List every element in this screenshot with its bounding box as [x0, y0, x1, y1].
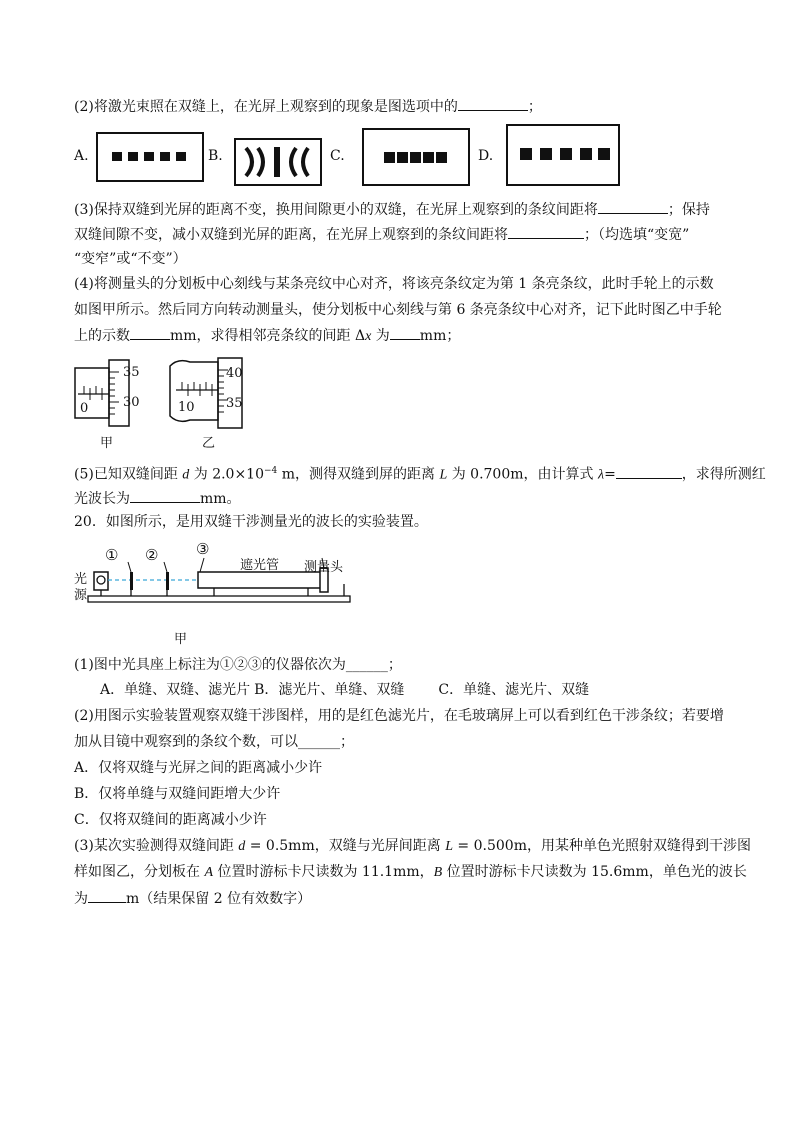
q19-p3-line1: (3)保持双缝到光屏的距离不变，换用间隙更小的双缝，在光屏上观察到的条纹间距将 ；保持	[74, 199, 710, 220]
answer-blank[interactable]	[598, 199, 668, 214]
apparatus-label-2: ②	[145, 546, 159, 564]
q20-p3-line3: 为 m（结果保留 2 位有效数字）	[74, 888, 311, 909]
option-a-pattern[interactable]	[96, 132, 204, 182]
micrometer-yi-caption: 乙	[202, 436, 216, 451]
micrometer-yi-40: 40	[226, 366, 243, 381]
option-b-pattern[interactable]	[234, 138, 322, 186]
micrometer-yi	[168, 354, 258, 430]
answer-blank[interactable]	[390, 325, 420, 340]
option-b-label: B.	[208, 148, 223, 164]
q19-p2-line: (2)将激光束照在双缝上，在光屏上观察到的现象是图选项中的 ；	[74, 96, 542, 117]
option-d-label: D.	[478, 148, 494, 164]
q20-p2-option-c[interactable]: C．仅将双缝间的距离减小少许	[74, 812, 267, 828]
answer-blank[interactable]	[616, 464, 682, 479]
option-d-pattern[interactable]	[506, 124, 620, 186]
q19-p4-line3: 上的示数 mm，求得相邻亮条纹的间距 Δx 为 mm；	[74, 325, 460, 347]
micrometer-jia-0: 0	[80, 401, 89, 416]
q20-p1-option-b[interactable]: B．滤光片、单缝、双缝	[254, 682, 405, 698]
micrometer-jia	[74, 358, 164, 428]
q20-title: 20．如图所示，是用双缝干涉测量光的波长的实验装置。	[74, 514, 428, 530]
q19-p4-line1: (4)将测量头的分划板中心刻线与某条亮纹中心对齐，将该亮条纹定为第 1 条亮条纹，此时手轮上的示数	[74, 276, 714, 292]
q20-p1-option-c[interactable]: C．单缝、滤光片、双缝	[438, 682, 590, 698]
q20-p2-option-b[interactable]: B．仅将单缝与双缝间距增大少许	[74, 786, 281, 802]
q20-p2-line1: (2)用图示实验装置观察双缝干涉图样，用的是红色滤光片，在毛玻璃屏上可以看到红色干涉条纹；若要增	[74, 708, 724, 724]
q19-p5-line2: 光波长为 mm。	[74, 488, 241, 509]
micrometer-jia-caption: 甲	[100, 436, 114, 451]
q20-p3-line1: (3)某次实验测得双缝间距 d = 0.5mm，双缝与光屏间距离 L = 0.500m，用某种单色光照射双缝得到干涉图	[74, 838, 751, 854]
q19-p3-line3: “变窄”或“不变”）	[74, 251, 187, 267]
apparatus-label-head: 测量头	[304, 560, 344, 575]
q20-p1-text: (1)图中光具座上标注为①②③的仪器依次为______；	[74, 657, 402, 673]
micrometer-yi-35: 35	[226, 396, 243, 411]
q19-p2-text: (2)将激光束照在双缝上，在光屏上观察到的现象是图选项中的	[74, 99, 458, 115]
q20-p3-line2: 样如图乙，分划板在 A 位置时游标卡尺读数为 11.1mm，B 位置时游标卡尺读数为 15.6mm，单色光的波长	[74, 864, 747, 880]
answer-blank[interactable]	[458, 96, 528, 111]
apparatus-label-source-2: 源	[74, 588, 88, 603]
q19-p3-line2: 双缝间隙不变，减小双缝到光屏的距离，在光屏上观察到的条纹间距将 ；（均选填“变宽”	[74, 224, 689, 245]
q20-p2-option-a[interactable]: A．仅将双缝与光屏之间的距离减小少许	[74, 760, 323, 776]
answer-blank[interactable]	[508, 224, 584, 239]
q20-p1-option-a[interactable]: A．单缝、双缝、滤光片	[100, 682, 251, 698]
answer-blank[interactable]	[88, 888, 126, 903]
apparatus-label-tube: 遮光管	[240, 558, 280, 573]
q20-p1-options	[100, 680, 589, 700]
apparatus-label-1: ①	[105, 546, 119, 564]
answer-blank[interactable]	[130, 325, 170, 340]
q19-p4-line2: 如图甲所示。然后同方向转动测量头，使分划板中心刻线与第 6 条亮条纹中心对齐，记下此时图乙中手轮	[74, 302, 722, 318]
option-c-label: C.	[330, 148, 345, 164]
apparatus-label-source-1: 光	[74, 572, 88, 587]
answer-blank[interactable]	[130, 488, 200, 503]
q19-p5-line1: (5)已知双缝间距 d 为 $2.0\times 10^{-4}$ m，测得双缝到屏的距离 L 为 0.700m，由计算式 λ= ，求得所测红	[74, 461, 766, 486]
option-a-label: A.	[74, 148, 89, 164]
micrometer-yi-10: 10	[178, 400, 195, 415]
apparatus-caption: 甲	[174, 632, 188, 647]
q20-p2-line2: 加从目镜中观察到的条纹个数，可以______；	[74, 734, 354, 750]
micrometer-jia-30: 30	[123, 395, 140, 410]
option-c-pattern[interactable]	[362, 128, 470, 186]
apparatus-label-3: ③	[196, 540, 210, 558]
